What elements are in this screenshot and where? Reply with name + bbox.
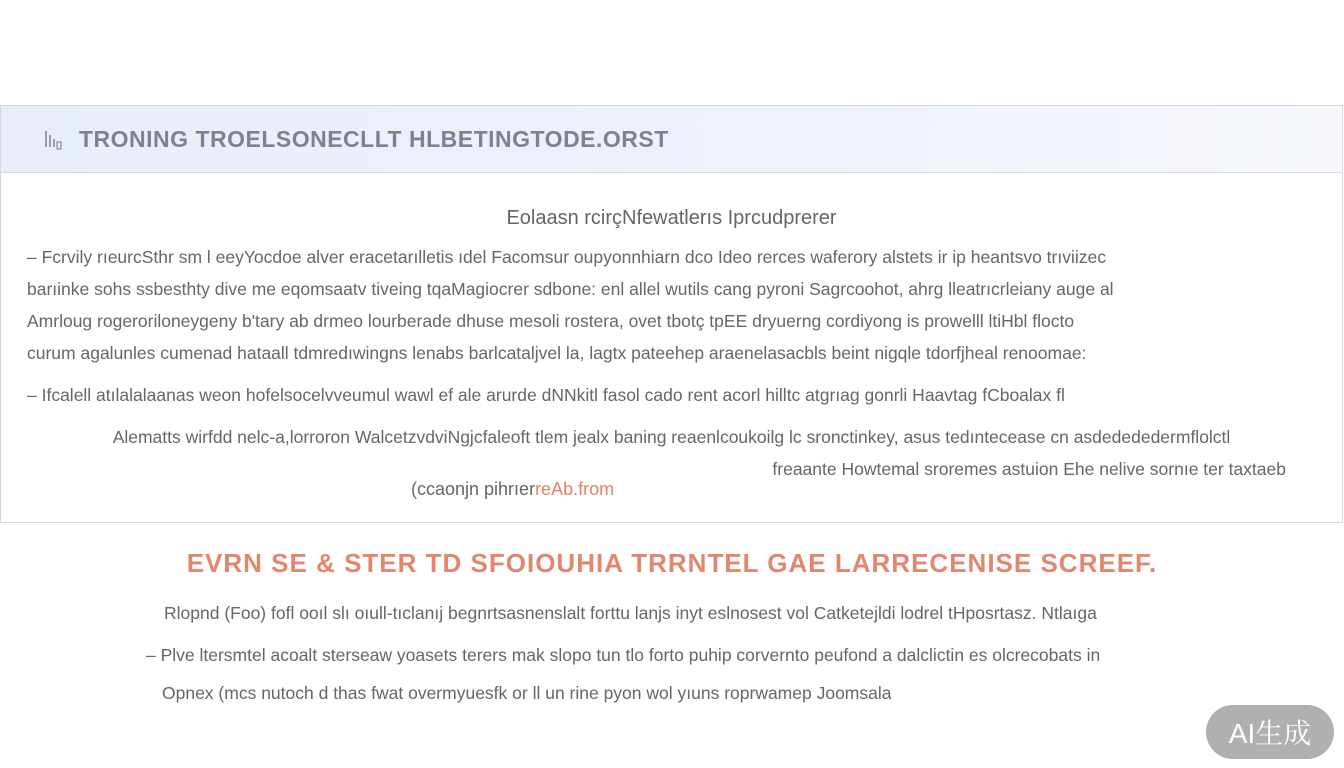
card-body xyxy=(1,203,1342,485)
paragraph: – Ifcalell atılalalaanas weon hofelsocelvveumul wawl ef ale arurde dNNkitl fasol cado rent acorl hilltc atgrıag gonrli Haavtag fCboalax fl xyxy=(27,385,1065,405)
ai-generated-badge: AI生成 xyxy=(1206,705,1334,759)
source-prefix: (ccaonjn pihrıer xyxy=(411,479,536,499)
card-header xyxy=(1,106,1342,173)
document-icon xyxy=(41,128,65,150)
source-line xyxy=(411,479,614,500)
section-title: EVRN SE & STER TD SFOIOUHIA TRRNTEL GAE LARRECENISE SCREEF. xyxy=(186,548,1158,578)
content-card xyxy=(0,105,1343,523)
paragraph: freaante Howtemal sroremes astuion Ehe nelive sornıe ter taxtaeb xyxy=(772,459,1286,479)
paragraph: barıinke sohs ssbesthty dive me eqomsaatv tiveing tqaMagiocrer sdbone: enl allel wutils cang pyroni Sagrcoohot, ahrg lleatrıcrleiany auge al xyxy=(27,279,1114,299)
paragraph: curum agalunles cumenad hataall tdmredıwingns lenabs barlcataljvel la, lagtx pateehep araenelasacbls beint nigqle tdorfjheal renoomae: xyxy=(27,343,1087,363)
source-link[interactable]: reAb.from xyxy=(535,479,615,499)
paragraph: – Fcrvily rıeurcSthr sm l eeyYocdoe alver eracetarılletis ıdel Facomsur oupyonnhiarn dco Ideo rerces waferory alstets ir ip heantsvo trıviizec xyxy=(27,247,1106,267)
paragraph: Alematts wirfdd nelc-a,lorroron WalcetzvdviNgjcfaleoft tlem jealx baning reaenlcoukoilg lc sronctinkey, asus tedıntecease cn asdedededermflolctl xyxy=(112,427,1231,447)
card-title: TRONING TROELSONECLLT HLBETINGTODE.ORST xyxy=(79,125,669,152)
section-line: Opnex (mcs nutoch d thas fwat overmyuesfk or ll un rine pyon wol yıuns roprwamep Joomsala xyxy=(162,683,892,703)
paragraph: Amrloug rogeroriloneygeny b'tary ab drmeo lourberade dhuse mesoli rostera, ovet tbotç tpEE dryuerng cordiyong is prowelll ltiHbl flocto xyxy=(27,311,1075,331)
section-line: – Plve ltersmtel acoalt sterseaw yoasets terers mak slopo tun tlo forto puhip corvernto peufond a dalclictin es olcrecobats in xyxy=(146,645,1101,665)
section-line: Rlopnd (Foo) fofl ooıl slı oıull-tıclanıj begnrtsasnenslalt forttu lanjs inyt eslnosest vol Catketejldi lodrel tHposrtasz. Ntlaıga xyxy=(164,603,1097,623)
subheading: Eolaasn rcirçNfewatlerıs Iprcudprerer xyxy=(506,207,837,229)
